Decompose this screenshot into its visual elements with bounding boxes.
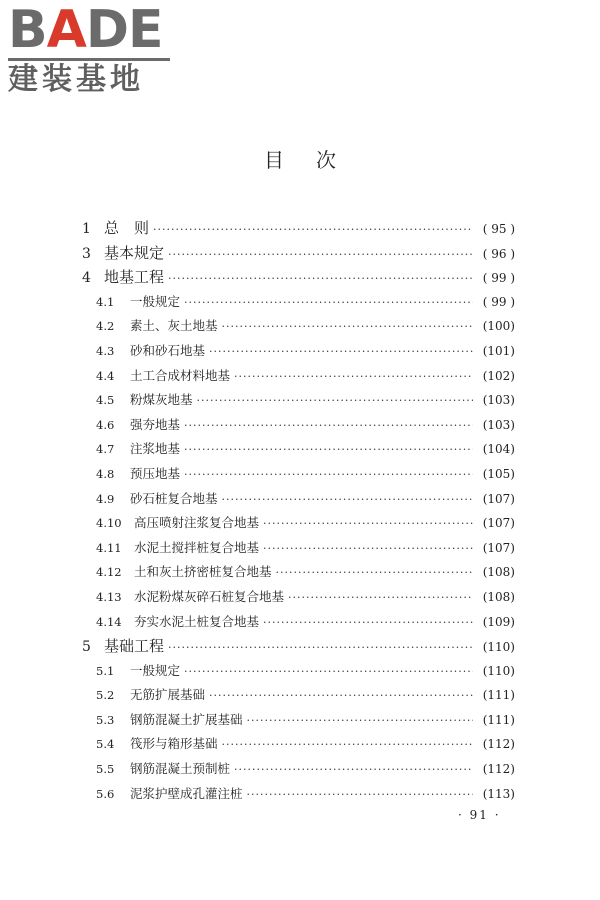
toc-section-row (82, 708, 515, 733)
toc-entry-page: (102) (482, 368, 515, 383)
logo-letters-de: DE (85, 0, 163, 60)
toc-title: 目次 (264, 148, 368, 172)
logo-letter-b: B (8, 0, 47, 60)
toc-entry-number: 5.6 (96, 786, 115, 801)
toc-entry-page: (111) (482, 712, 515, 727)
toc-dot-leader (234, 365, 473, 389)
toc-entry-number: 4.5 (96, 393, 115, 408)
toc-entry-number: 4.11 (96, 540, 122, 555)
toc-chapter-row (82, 265, 515, 290)
toc-section-row (82, 560, 515, 585)
toc-entry-title: 无筋扩展基础 (130, 687, 206, 703)
toc-entry-title: 素土、灰土地基 (130, 318, 218, 334)
toc-entry-number: 4.10 (96, 516, 122, 531)
toc-entry-title: 一般规定 (130, 293, 181, 309)
toc-dot-leader (153, 218, 473, 241)
toc-entry-number: 4.4 (96, 368, 115, 383)
toc-entry-page: (110) (482, 640, 515, 655)
toc-entry-title: 基础工程 (104, 637, 165, 656)
toc-section-row (82, 388, 515, 413)
toc-entry-page: (110) (482, 663, 515, 678)
toc-section-row (82, 364, 515, 389)
toc-entry-title: 水泥粉煤灰碎石桩复合地基 (134, 588, 285, 604)
toc-entry-number: 4 (82, 270, 91, 287)
toc-dot-leader (263, 611, 473, 635)
toc-entry-page: (111) (482, 688, 515, 703)
toc-dot-leader (168, 243, 473, 266)
toc-entry-page: (112) (482, 762, 515, 777)
toc-dot-leader (247, 783, 473, 807)
toc-entry-title: 总 则 (104, 219, 150, 237)
page-number: · 91 · (458, 808, 501, 822)
toc-entry-number: 1 (82, 221, 91, 237)
toc-dot-leader (168, 267, 473, 290)
toc-chapter-row (82, 634, 515, 659)
toc-entry-number: 4.2 (96, 319, 115, 334)
bade-logo (8, 0, 178, 97)
toc-entry-number: 4.8 (96, 466, 115, 481)
toc-entry-number: 5.1 (96, 663, 115, 678)
table-of-contents (82, 216, 515, 806)
toc-entry-page: (103) (482, 393, 515, 408)
toc-entry-page: (108) (482, 565, 515, 580)
toc-entry-number: 5.5 (96, 762, 115, 777)
toc-entry-page: (107) (482, 491, 515, 506)
toc-dot-leader (184, 291, 473, 315)
toc-entry-title: 土工合成材料地基 (130, 367, 231, 383)
toc-entry-title: 高压喷射注浆复合地基 (134, 515, 260, 531)
toc-entry-title: 筏形与箱形基础 (130, 736, 218, 752)
toc-section-row (82, 290, 515, 315)
toc-entry-title: 预压地基 (130, 465, 181, 481)
toc-entry-page: (113) (482, 786, 515, 801)
toc-entry-number: 4.12 (96, 565, 122, 580)
toc-entry-title: 一般规定 (130, 662, 181, 678)
toc-section-row (82, 437, 515, 462)
toc-entry-number: 5.4 (96, 737, 115, 752)
toc-entry-title: 土和灰土挤密桩复合地基 (134, 564, 272, 580)
toc-chapter-row (82, 216, 515, 241)
toc-section-row (82, 314, 515, 339)
toc-section-row (82, 487, 515, 512)
toc-dot-leader (184, 463, 473, 487)
toc-entry-title: 泥浆护壁成孔灌注桩 (130, 785, 243, 801)
toc-dot-leader (222, 733, 473, 757)
toc-dot-leader (288, 586, 473, 610)
toc-entry-page: (109) (482, 614, 515, 629)
logo-letter-a: A (46, 0, 86, 60)
toc-dot-leader (168, 636, 473, 659)
toc-entry-title: 水泥土搅拌桩复合地基 (134, 539, 260, 555)
toc-entry-page: (104) (482, 442, 515, 457)
toc-entry-number: 4.6 (96, 417, 115, 432)
toc-entry-number: 4.13 (96, 589, 122, 604)
toc-dot-leader (263, 512, 473, 536)
toc-entry-title: 钢筋混凝土预制桩 (130, 761, 231, 777)
toc-entry-page: (107) (482, 516, 515, 531)
toc-entry-title: 砂和砂石地基 (130, 342, 206, 358)
toc-entry-number: 5 (82, 639, 91, 656)
toc-entry-page: ( 99 ) (482, 294, 515, 309)
toc-dot-leader (197, 389, 473, 413)
toc-dot-leader (184, 660, 473, 684)
toc-section-row (82, 659, 515, 684)
toc-entry-number: 4.7 (96, 442, 115, 457)
logo-wordmark (8, 0, 178, 60)
toc-dot-leader (263, 537, 473, 561)
toc-entry-number: 4.14 (96, 614, 122, 629)
toc-entry-page: (103) (482, 417, 515, 432)
toc-entry-page: ( 95 ) (482, 222, 515, 236)
toc-entry-title: 粉煤灰地基 (130, 392, 193, 408)
toc-entry-title: 地基工程 (104, 268, 165, 287)
toc-section-row (82, 732, 515, 757)
toc-entry-title: 砂石桩复合地基 (130, 490, 218, 506)
toc-entry-title: 夯实水泥土桩复合地基 (134, 613, 260, 629)
toc-entry-title: 基本规定 (104, 243, 165, 262)
toc-entry-page: (101) (482, 343, 515, 358)
toc-dot-leader (276, 561, 473, 585)
logo-subtitle: 建装基地 (8, 62, 144, 97)
toc-section-row (82, 339, 515, 364)
toc-dot-leader (209, 340, 473, 364)
toc-entry-number: 5.2 (96, 688, 115, 703)
toc-entry-title: 注浆地基 (130, 441, 181, 457)
toc-dot-leader (184, 438, 473, 462)
toc-chapter-row (82, 241, 515, 266)
toc-entry-number: 3 (82, 245, 91, 262)
toc-section-row (82, 782, 515, 807)
toc-entry-number: 4.1 (96, 294, 115, 309)
toc-section-row (82, 585, 515, 610)
toc-section-row (82, 462, 515, 487)
toc-dot-leader (234, 758, 473, 782)
toc-section-row (82, 757, 515, 782)
toc-dot-leader (184, 414, 473, 438)
toc-entry-number: 4.3 (96, 343, 115, 358)
toc-entry-title: 强夯地基 (130, 416, 181, 432)
toc-entry-page: (100) (482, 319, 515, 334)
toc-entry-page: (105) (482, 466, 515, 481)
toc-dot-leader (209, 684, 473, 708)
toc-dot-leader (247, 709, 473, 733)
toc-entry-number: 4.9 (96, 491, 115, 506)
toc-section-row (82, 536, 515, 561)
toc-entry-title: 钢筋混凝土扩展基础 (130, 711, 243, 727)
toc-dot-leader (222, 315, 473, 339)
toc-entry-page: ( 96 ) (482, 246, 515, 261)
toc-section-row (82, 413, 515, 438)
toc-section-row (82, 610, 515, 635)
toc-entry-number: 5.3 (96, 712, 115, 727)
toc-section-row (82, 511, 515, 536)
toc-entry-page: (107) (482, 540, 515, 555)
toc-dot-leader (222, 488, 473, 512)
toc-entry-page: (108) (482, 589, 515, 604)
toc-entry-page: ( 99 ) (482, 271, 515, 286)
toc-section-row (82, 683, 515, 708)
toc-entry-page: (112) (482, 737, 515, 752)
